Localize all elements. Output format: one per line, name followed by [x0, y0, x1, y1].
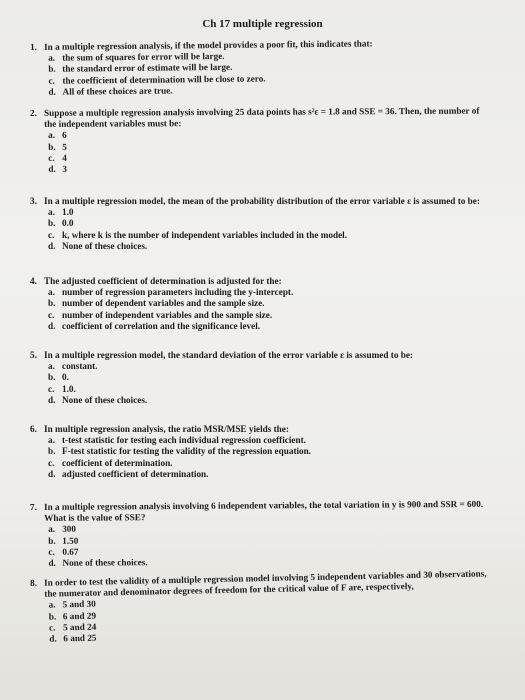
option-letter: a. — [48, 361, 55, 372]
answer-options — [30, 435, 490, 480]
option-text: 6 — [62, 130, 67, 141]
question-8 — [30, 568, 491, 645]
question-number: 2. — [30, 107, 37, 118]
option-letter: d. — [48, 240, 56, 251]
option-d — [48, 321, 490, 332]
option-text: 300 — [62, 524, 77, 535]
question-text: In order to test the validity of a multiple regression model involving 5 independent variables and 30 observations, the numerator and denominator degrees of freedom for the critical value of F are, respectively, — [43, 568, 487, 599]
option-c — [48, 310, 490, 321]
question-text: In a multiple regression analysis involving 6 independent variables, the total variation in y is 900 and SSR = 600. What is the value of SSE? — [43, 498, 484, 524]
option-letter: a. — [48, 52, 56, 64]
option-letter: b. — [48, 298, 56, 309]
question-number: 7. — [30, 501, 37, 512]
option-letter: b. — [48, 372, 56, 383]
option-letter: c. — [48, 383, 55, 394]
option-letter: c. — [48, 309, 55, 320]
option-text: t-test statistic for testing each individual regression coefficient. — [62, 435, 306, 446]
option-text: All of these choices are true. — [62, 85, 173, 97]
option-text: number of dependent variables and the sample size. — [62, 298, 265, 309]
option-c — [48, 458, 490, 469]
question-number: 6. — [30, 424, 37, 434]
option-b — [48, 218, 490, 229]
option-c — [48, 230, 490, 241]
option-c — [48, 384, 490, 395]
option-letter: d. — [48, 557, 56, 568]
option-letter: b. — [48, 218, 56, 229]
option-text: constant. — [62, 361, 98, 372]
answer-options — [30, 361, 490, 406]
option-letter: b. — [48, 446, 56, 457]
answer-options — [30, 287, 490, 332]
option-letter: b. — [48, 535, 56, 546]
question-number: 8. — [30, 577, 38, 588]
question-text: In a multiple regression analysis, if the model provides a poor fit, this indicates that: — [43, 38, 373, 52]
question-4 — [30, 276, 490, 332]
question-stem — [30, 276, 490, 287]
option-text: the sum of squares for error will be large. — [62, 51, 225, 63]
question-number: 3. — [30, 196, 37, 206]
option-letter: c. — [48, 457, 55, 468]
answer-options — [30, 128, 490, 175]
option-letter: d. — [48, 468, 56, 479]
option-letter: d. — [48, 86, 56, 97]
option-text: 6 and 25 — [63, 632, 97, 644]
option-a — [48, 435, 490, 446]
option-text: the standard error of estimate will be large. — [62, 62, 233, 75]
question-2 — [30, 106, 490, 176]
option-letter: c. — [48, 229, 55, 240]
option-d — [48, 469, 490, 480]
option-letter: a. — [48, 287, 55, 298]
option-text: number of independent variables and the sample size. — [62, 309, 273, 320]
question-5 — [30, 350, 490, 406]
option-a — [48, 361, 490, 372]
question-number: 5. — [30, 350, 37, 360]
answer-options — [30, 207, 490, 252]
option-text: coefficient of correlation and the significance level. — [62, 320, 261, 331]
option-letter: d. — [48, 394, 56, 405]
question-stem — [30, 499, 490, 525]
option-d — [48, 162, 490, 176]
option-text: the coefficient of determination will be close to zero. — [62, 73, 266, 86]
option-text: 5 — [62, 141, 67, 152]
answer-options — [30, 521, 490, 569]
option-text: k, where k is the number of independent variables included in the model. — [62, 229, 348, 240]
option-d — [48, 555, 490, 569]
option-letter: b. — [48, 611, 57, 622]
option-letter: c. — [48, 152, 55, 163]
option-text: 6 and 29 — [62, 610, 97, 621]
question-stem — [30, 106, 490, 131]
option-letter: b. — [48, 64, 56, 75]
option-a — [48, 207, 490, 218]
option-text: 1.0. — [62, 383, 76, 394]
option-text: 1.0 — [62, 207, 74, 218]
question-text: The adjusted coefficient of determination is adjusted for the: — [44, 276, 282, 286]
option-text: 0.0 — [62, 218, 74, 229]
option-text: coefficient of determination. — [62, 457, 173, 468]
page-title: Ch 17 multiple regression — [202, 18, 323, 30]
option-text: number of regression parameters including the y-intercept. — [62, 287, 294, 298]
option-text: 0.67 — [62, 546, 79, 557]
option-b — [48, 446, 490, 457]
option-letter: c. — [48, 75, 55, 86]
option-letter: c. — [48, 546, 55, 557]
question-number: 4. — [30, 276, 37, 286]
question-text: Suppose a multiple regression analysis involving 25 data points has s²ε = 1.8 and SSE = 36. Then, the number of the independent variables must be: — [43, 105, 480, 130]
option-b — [48, 372, 490, 383]
option-letter: a. — [48, 207, 55, 218]
question-stem — [30, 424, 490, 435]
option-text: 0. — [62, 372, 69, 383]
question-3 — [30, 196, 490, 252]
option-text: F-test statistic for testing the validity of the regression equation. — [62, 446, 312, 457]
option-text: None of these choices. — [62, 240, 148, 251]
question-6 — [30, 424, 490, 480]
option-letter: d. — [48, 320, 56, 331]
question-text: In a multiple regression model, the standard deviation of the error variable ε is assumed to be: — [44, 350, 413, 360]
option-text: 5 and 24 — [62, 621, 97, 633]
option-letter: c. — [48, 622, 56, 633]
option-text: adjusted coefficient of determination. — [62, 468, 209, 479]
option-d — [48, 241, 490, 252]
question-7 — [30, 499, 490, 569]
question-stem — [30, 350, 490, 361]
option-letter: a. — [48, 599, 56, 611]
option-letter: d. — [49, 633, 57, 644]
question-number: 1. — [30, 41, 37, 52]
option-a — [48, 287, 490, 298]
option-letter: d. — [48, 163, 56, 174]
question-stem — [30, 196, 490, 207]
option-letter: a. — [48, 524, 56, 535]
option-d — [48, 395, 490, 406]
option-letter: b. — [48, 141, 56, 152]
option-text: 4 — [62, 152, 67, 163]
option-b — [48, 298, 490, 309]
question-1 — [30, 37, 491, 98]
answer-options — [30, 48, 490, 98]
option-text: 3 — [62, 163, 67, 174]
option-letter: a. — [48, 435, 55, 446]
question-text: In a multiple regression model, the mean of the probability distribution of the error variable ε is assumed to be: — [44, 196, 480, 206]
option-text: 5 and 30 — [62, 599, 96, 610]
option-text: 1.50 — [62, 535, 79, 546]
option-letter: a. — [48, 130, 56, 141]
question-text: In multiple regression analysis, the ratio MSR/MSE yields the: — [44, 424, 289, 434]
option-text: None of these choices. — [62, 557, 148, 568]
option-text: None of these choices. — [62, 394, 148, 405]
